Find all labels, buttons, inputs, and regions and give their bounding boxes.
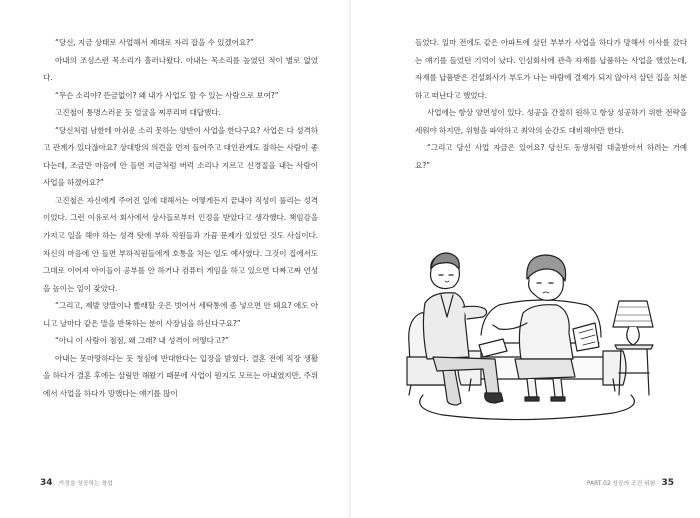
paragraph: 사업에는 항상 양면성이 있다. 성공을 간절히 원하고 항상 성공하기 위한 전략을 세워야 하지만, 위험을 파악하고 최악의 순간도 대비해야만 한다. [415,108,687,135]
paragraph: “당신, 지금 상태로 사업해서 제대로 자리 잡을 수 있겠어요?” [55,38,254,47]
paragraph: “아니 이 사람이 점점, 왜 그래? 내 성격이 어떻다고?” [55,336,229,346]
paragraph: 아내의 조심스런 목소리가 흘러나왔다. 아내는 목소리를 높였던 적이 별로 없었다. [43,55,318,83]
running-title: PART 02 성공의 조건 위험 [587,481,656,487]
paragraph: 고진철은 자신에게 주어진 일에 대해서는 어떻게든지 끝내야 직성이 풀리는 성격이었다. 그런 이유로서 회사에서 상사들로부터 인정을 받았다고 생각했다. 책임감을 가지고 일을 해야 하는 성격 탓에 부하 직원들과 가끔 문제가 있었던 것도 사실이다. 자신의 마음에 안 들면 부하직원들에게 호통을 치는 일도 예사였다. 그것이 집에서도 그대로 이어져 아이들이 공부를 안 하거나 컴퓨터 게임을 하고 있으면 다짜고짜 언성을 높이는 일이 잦았다. [43,195,318,293]
paragraph: 아내는 못마땅하다는 듯 청심에 반대한다는 입장을 밝혔다. 결혼 전에 직장 생활을 하다가 결혼 후에는 살림만 해왔기 때문에 사업이 뭔지도 모르는 아내였지만, 주위에서 사업을 하다가 망했다는 얘기를 많이 [43,353,318,398]
page-number: 34 [40,478,53,488]
right-page-body [415,34,687,174]
paragraph: “그리고 당신 사업 자금은 있어요? 당신도 동생처럼 대출받아서 하려는 거예요?” [415,143,687,170]
left-page [0,0,349,518]
page-number: 35 [661,478,674,488]
paragraph: “무슨 소리야? 뜬금없이? 왜 내가 사업도 할 수 있는 사람으로 보여?” [55,90,279,100]
right-page-footer [583,478,674,489]
book-icon [479,339,507,357]
left-page-footer [40,478,117,489]
paragraph: 고진철이 퉁명스러운 듯 얼굴을 찌푸리며 대답했다. [55,108,221,118]
paragraph: 들었다. 일마 전에도 같은 아파트에 살던 부부가 사업을 하다가 망해서 이사를 갔다는 얘기를 들었던 기억이 났다. 인심회사에 관측 자재를 납품하는 사업을 했었는데, 자재를 납품받은 건설회사가 부도가 나는 바람에 결제가 되지 않아서 살던 집을 처분하고 떠난다고 했었다. [415,38,687,100]
left-page-body [43,34,318,402]
paragraph: “당신처럼 남한테 아쉬운 소리 못하는 양반이 사업을 한다구요? 사업은 다 성격하고 관계가 있다잖아요? 상대방의 의견을 먼저 들어주고 대인관계도 잘하는 사람이 좋다는데, 조금만 마음에 안 들면 지금처럼 버럭 소리나 지르고 신경질을 내는 사람이 사업을 하겠어요?” [43,125,318,188]
couple-on-sofa-illustration [403,247,665,422]
table-lamp-icon [613,301,653,345]
running-title: 가정을 성공하는 창업 [58,481,113,487]
paragraph: “그리고, 제발 양말이나 빨래할 옷은 벗어서 세탁통에 좀 넣으면 안 돼요? 애도 아니고 날마다 같은 말을 반복하는 분이 사장님을 하신다구요?” [43,301,318,328]
